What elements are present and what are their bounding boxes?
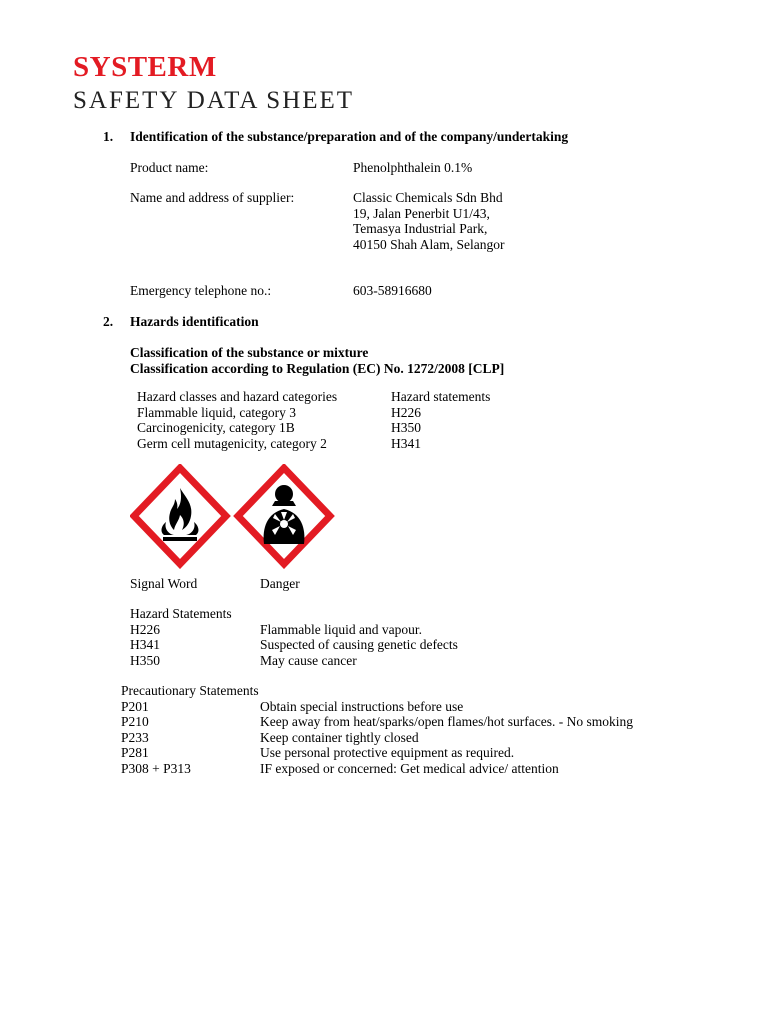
precautionary-text: IF exposed or concerned: Get medical advice/ attention (260, 760, 559, 776)
health-hazard-icon (238, 468, 330, 564)
hazard-statements-texts (260, 622, 458, 669)
signal-word-value: Danger (260, 576, 300, 591)
hazard-statements-codes (130, 606, 232, 668)
supplier-line: Classic Chemicals Sdn Bhd (353, 190, 503, 205)
ghs-pictograms (130, 464, 335, 569)
flame-icon (134, 468, 226, 564)
product-name-value: Phenolphthalein 0.1% (353, 160, 473, 175)
product-name-label: Product name: (130, 160, 209, 175)
hazard-statements-title: Hazard Statements (130, 606, 232, 621)
precautionary-codes (121, 683, 259, 776)
brand-logo: SYSTERM (73, 51, 217, 83)
hazard-code: H226 (391, 404, 421, 420)
precautionary-text: Keep container tightly closed (260, 729, 419, 745)
supplier-label: Name and address of supplier: (130, 190, 295, 205)
hazard-class: Carcinogenicity, category 1B (137, 420, 295, 435)
precautionary-texts (260, 699, 633, 777)
precautionary-code: P233 (121, 729, 149, 745)
emergency-label: Emergency telephone no.: (130, 283, 272, 298)
hazard-statement-code: H350 (130, 652, 160, 668)
section-title: Identification of the substance/preparation and of the company/undertaking (130, 129, 569, 144)
precautionary-code: P281 (121, 745, 149, 760)
precautionary-title: Precautionary Statements (121, 683, 259, 698)
precautionary-code: P210 (121, 714, 149, 729)
precautionary-text: Use personal protective equipment as required. (260, 745, 515, 760)
hazard-code: H350 (391, 420, 421, 435)
section-number: 2. (103, 314, 114, 329)
page-title: SAFETY DATA SHEET (73, 87, 355, 114)
hazard-classes-header: Hazard classes and hazard categories (137, 389, 338, 404)
hazard-statement-code: H226 (130, 621, 160, 637)
hazard-statement-text: May cause cancer (260, 652, 357, 668)
supplier-line: Temasya Industrial Park, (353, 221, 488, 236)
hazard-statement-code: H341 (130, 637, 160, 652)
hazard-classes-list (137, 389, 337, 451)
supplier-address (353, 190, 505, 252)
precautionary-text: Keep away from heat/sparks/open flames/hot surfaces. - No smoking (260, 714, 634, 729)
precautionary-text: Obtain special instructions before use (260, 698, 464, 714)
supplier-line: 40150 Shah Alam, Selangor (353, 236, 505, 252)
section-number: 1. (103, 129, 114, 144)
hazard-statement-text: Suspected of causing genetic defects (260, 637, 458, 652)
supplier-line: 19, Jalan Penerbit U1/43, (353, 205, 490, 221)
hazard-statement-text: Flammable liquid and vapour. (260, 621, 422, 637)
hazard-codes-list (391, 389, 490, 451)
precautionary-code: P308 + P313 (121, 760, 191, 776)
hazard-statements-header: Hazard statements (391, 389, 491, 404)
hazard-class: Flammable liquid, category 3 (137, 404, 296, 420)
signal-word-label: Signal Word (130, 576, 198, 591)
classification-subtitle: Classification of the substance or mixture (130, 345, 369, 360)
hazard-code: H341 (391, 435, 421, 451)
regulation-subtitle: Classification according to Regulation (EC) No. 1272/2008 [CLP] (130, 361, 505, 376)
hazard-class: Germ cell mutagenicity, category 2 (137, 435, 327, 451)
precautionary-code: P201 (121, 698, 149, 714)
emergency-phone: 603-58916680 (353, 283, 432, 298)
section-title: Hazards identification (130, 314, 259, 329)
